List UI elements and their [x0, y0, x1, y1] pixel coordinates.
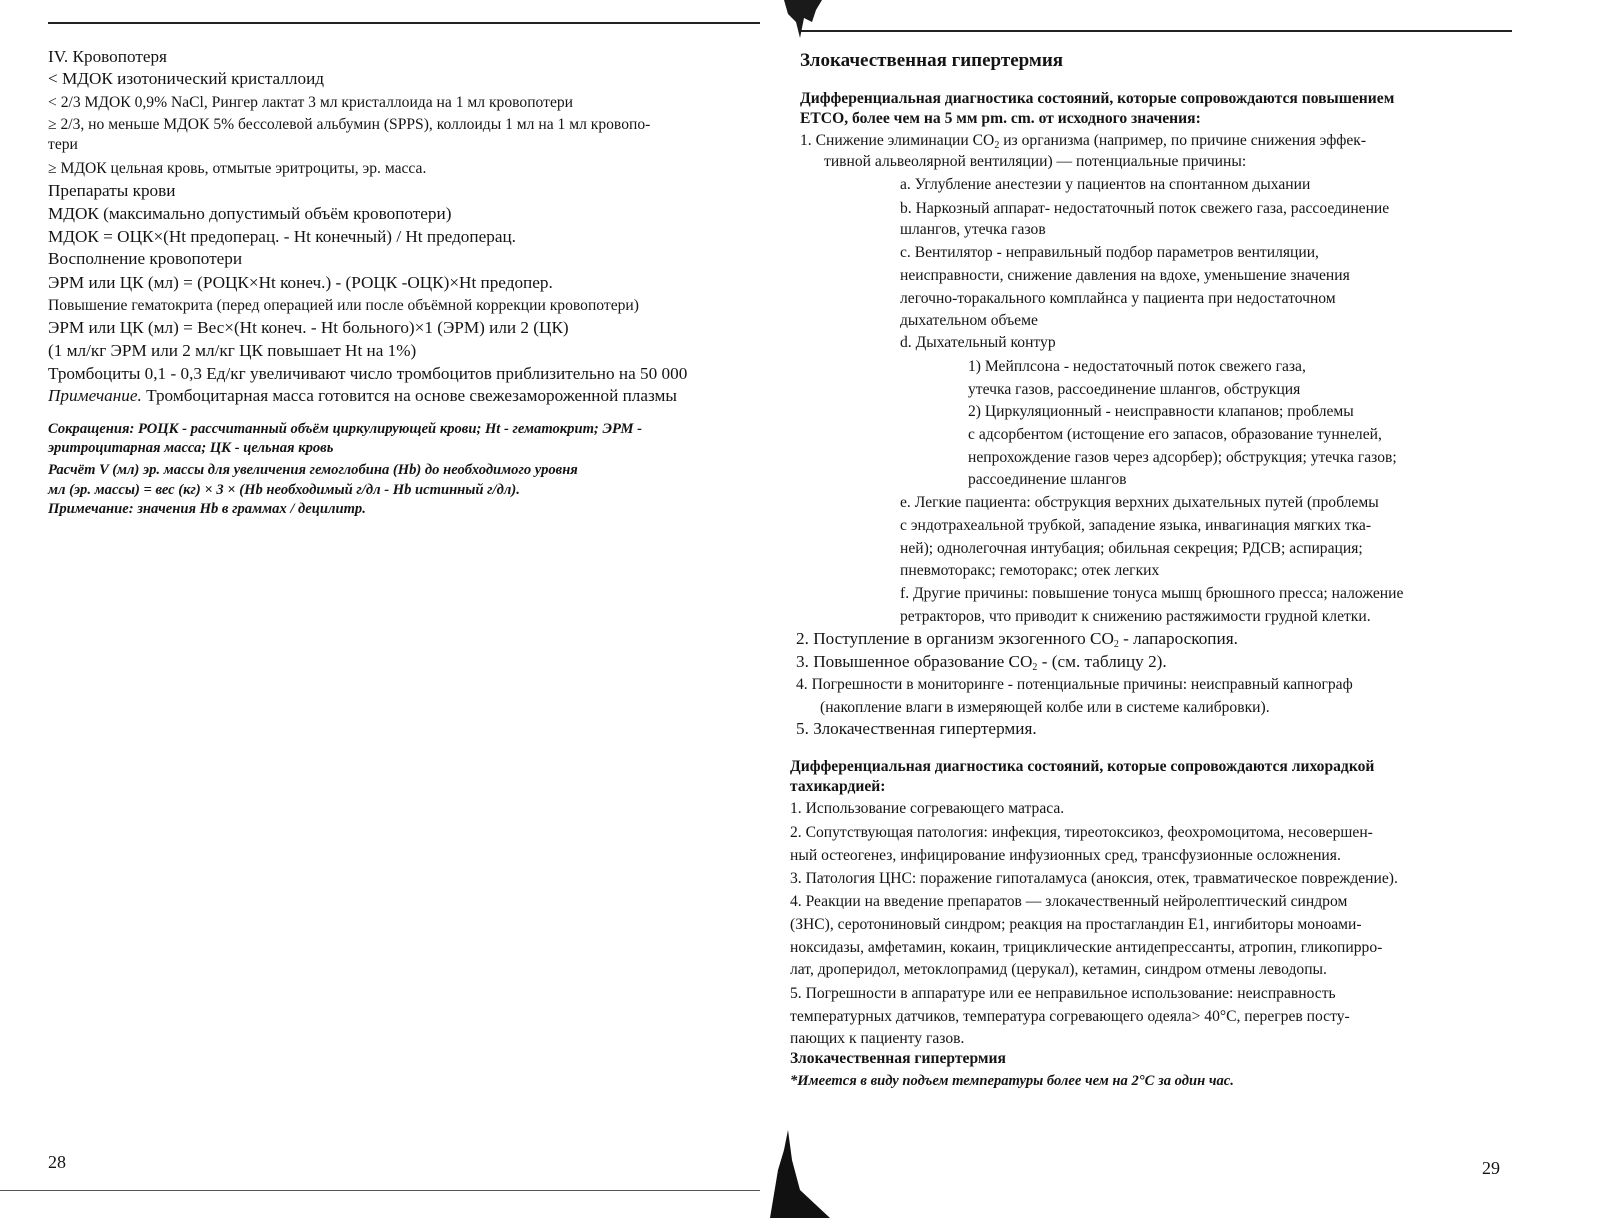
item-3-post: - (см. таблицу 2). — [1037, 652, 1167, 671]
right-title: Злокачественная гипертермия — [800, 50, 1064, 71]
item-1-pre: 1. Снижение элиминации CO — [800, 132, 995, 149]
left-page-number: 28 — [48, 1152, 66, 1172]
left-line-7: Препараты крови — [48, 181, 176, 200]
sub-e-2: с эндотрахеальной трубкой, западение языка, инвагинация мягких тка- — [900, 517, 1372, 534]
sub-f-1: f. Другие причины: повышение тонуса мышц брюшного пресса; наложение — [900, 585, 1404, 602]
left-line-11: ЭРМ или ЦК (мл) = (РОЦК×Ht конеч.) - (РОЦК -ОЦК)×Ht предопер. — [48, 273, 553, 292]
left-line-10: Восполнение кровопотери — [48, 249, 243, 268]
fever-4-line-1: 4. Реакции на введение препаратов — злокачественный нейролептический синдром — [790, 893, 1348, 910]
sub-c-1: c. Вентилятор - неправильный подбор параметров вентиляции, — [900, 244, 1319, 261]
item-2-sub: 2 — [1113, 639, 1119, 650]
sub-e-3: ней); однолегочная интубация; обильная секреция; РДСВ; аспирация; — [900, 540, 1363, 557]
item-4-line-1: 4. Погрешности в мониторинге - потенциальные причины: неисправный капнограф — [796, 676, 1353, 693]
d1-line-2: утечка газов, рассоединение шлангов, обструкция — [968, 381, 1301, 398]
item-1-post: из организма (например, по причине снижения эффек- — [999, 132, 1367, 149]
item-1-sub: 2 — [994, 140, 1000, 151]
fever-2-line-2: ный остеогенез, инфицирование инфузионных сред, трансфузионные осложнения. — [790, 847, 1341, 864]
item-2 — [796, 628, 1238, 650]
h2-line-1: Дифференциальная диагностика состояний, которые сопровождаются лихорадкой — [790, 758, 1375, 775]
left-note-label: Примечание. — [48, 386, 142, 405]
item-2-pre: 2. Поступление в организм экзогенного CO — [796, 629, 1114, 648]
left-line-3: < 2/3 МДОК 0,9% NaCl, Рингер лактат 3 мл кристаллоида на 1 мл кровопотери — [48, 94, 574, 111]
fever-3: 3. Патология ЦНС: поражение гипоталамуса (аноксия, отек, травматическое повреждение). — [790, 870, 1398, 887]
sub-c-4: дыхательном объеме — [900, 312, 1038, 329]
fever-4-line-4: лат, дроперидол, метоклопрамид (церукал), кетамин, синдром отмены леводопы. — [790, 961, 1327, 978]
item-3 — [796, 651, 1167, 673]
item-3-sub: 2 — [1032, 662, 1038, 673]
left-line-2: < МДОК изотонический кристаллоид — [48, 69, 325, 88]
sub-e-1: e. Легкие пациента: обструкция верхних дыхательных путей (проблемы — [900, 494, 1379, 511]
scan-blot — [782, 0, 824, 40]
left-line-12: Повышение гематокрита (перед операцией или после объёмной коррекции кровопотери) — [48, 297, 639, 314]
sub-c-3: легочно-торакального комплайнса у пациента при недостаточном — [900, 290, 1336, 307]
sub-b-1: b. Наркозный аппарат- недостаточный поток свежего газа, рассоединение — [900, 200, 1390, 217]
sub-f-2: ретракторов, что приводит к снижению растяжимости грудной клетки. — [900, 608, 1371, 625]
sub-c-2: неисправности, снижение давления на вдохе, уменьшение значения — [900, 267, 1350, 284]
left-italic-5: Примечание: значения Hb в граммах / децилитр. — [48, 501, 366, 517]
h1-line-2: ETCO, более чем на 5 мм pm. cm. от исходного значения: — [800, 110, 1201, 127]
left-line-13: ЭРМ или ЦК (мл) = Вес×(Ht конеч. - Ht больного)×1 (ЭРМ) или 2 (ЦК) — [48, 318, 569, 337]
sub-a: a. Углубление анестезии у пациентов на спонтанном дыхании — [900, 176, 1311, 193]
left-line-8: МДОК (максимально допустимый объём кровопотери) — [48, 204, 452, 223]
right-top-rule — [800, 30, 1512, 32]
left-note — [48, 385, 677, 407]
h2-line-2: тахикардией: — [790, 778, 886, 795]
left-line-9: МДОК = ОЦК×(Ht предоперац. - Ht конечный) / Ht предоперац. — [48, 227, 516, 246]
item-4-line-2: (накопление влаги в измеряющей колбе или в системе калибровки). — [820, 699, 1270, 716]
d1-line-1: 1) Мейплсона - недостаточный поток свежего газа, — [968, 358, 1306, 375]
fever-1: 1. Использование согревающего матраса. — [790, 800, 1065, 817]
d2-line-3: непрохождение газов через адсорбер); обструкция; утечка газов; — [968, 449, 1397, 466]
d2-line-1: 2) Циркуляционный - неисправности клапанов; проблемы — [968, 403, 1354, 420]
fever-5-line-3: пающих к пациенту газов. — [790, 1030, 965, 1047]
fever-2-line-1: 2. Сопутствующая патология: инфекция, тиреотоксикоз, феохромоцитома, несовершен- — [790, 824, 1373, 841]
left-italic-4: мл (эр. массы) = вес (кг) × 3 × (Hb необходимый г/дл - Hb истинный г/дл). — [48, 482, 520, 498]
sub-e-4: пневмоторакс; гемоторакс; отек легких — [900, 562, 1160, 579]
d2-line-4: рассоединение шлангов — [968, 471, 1127, 488]
fever-5-line-2: температурных датчиков, температура согревающего одеяла> 40°C, перегрев посту- — [790, 1008, 1350, 1025]
left-note-text: Тромбоцитарная масса готовится на основе свежезамороженной плазмы — [141, 386, 677, 405]
left-line-14: (1 мл/кг ЭРМ или 2 мл/кг ЦК повышает Ht на 1%) — [48, 341, 417, 360]
item-3-pre: 3. Повышенное образование CO — [796, 652, 1033, 671]
left-bottom-rule — [0, 1190, 760, 1191]
left-line-1: IV. Кровопотеря — [48, 47, 167, 66]
fever-5-line-1: 5. Погрешности в аппаратуре или ее неправильное использование: неисправность — [790, 985, 1336, 1002]
fever-4-line-2: (ЗНС), серотониновый синдром; реакция на простагландин E1, ингибиторы моноами- — [790, 916, 1362, 933]
d2-line-2: с адсорбентом (истощение его запасов, образование туннелей, — [968, 426, 1382, 443]
left-top-rule — [48, 22, 760, 24]
right-page-number: 29 — [1482, 1158, 1500, 1178]
left-italic-3: Расчёт V (мл) эр. массы для увеличения гемоглобина (Hb) до необходимого уровня — [48, 462, 578, 478]
item-2-post: - лапароскопия. — [1118, 629, 1238, 648]
h1-line-1: Дифференциальная диагностика состояний, которые сопровождаются повышением — [800, 90, 1395, 107]
h3-title: Злокачественная гипертермия — [790, 1050, 1006, 1067]
spine-shadow — [770, 1130, 830, 1218]
left-italic-2: эритроцитарная масса; ЦК - цельная кровь — [48, 440, 334, 456]
left-line-15: Тромбоциты 0,1 - 0,3 Ед/кг увеличивают число тромбоцитов приблизительно на 50 000 — [48, 364, 688, 383]
left-line-5: тери — [48, 136, 78, 153]
item-1-line-2: тивной альвеолярной вентиляции) — потенциальные причины: — [824, 153, 1247, 170]
fever-4-line-3: ноксидазы, амфетамин, кокаин, трициклические антидепрессанты, атропин, гликопирро- — [790, 939, 1383, 956]
item-1-line-1 — [800, 130, 1366, 152]
item-5: 5. Злокачественная гипертермия. — [796, 719, 1037, 738]
sub-d: d. Дыхательный контур — [900, 334, 1056, 351]
left-italic-1: Сокращения: РОЦК - рассчитанный объём циркулирующей крови; Ht - гематокрит; ЭРМ - — [48, 421, 642, 437]
sub-b-2: шлангов, утечка газов — [900, 221, 1046, 238]
left-line-4: ≥ 2/3, но меньше МДОК 5% бессолевой альбумин (SPPS), коллоиды 1 мл на 1 мл кровопо- — [48, 116, 651, 133]
left-line-6: ≥ МДОК цельная кровь, отмытые эритроциты, эр. масса. — [48, 160, 427, 177]
footnote: *Имеется в виду подъем температуры более чем на 2°C за один час. — [790, 1073, 1234, 1089]
